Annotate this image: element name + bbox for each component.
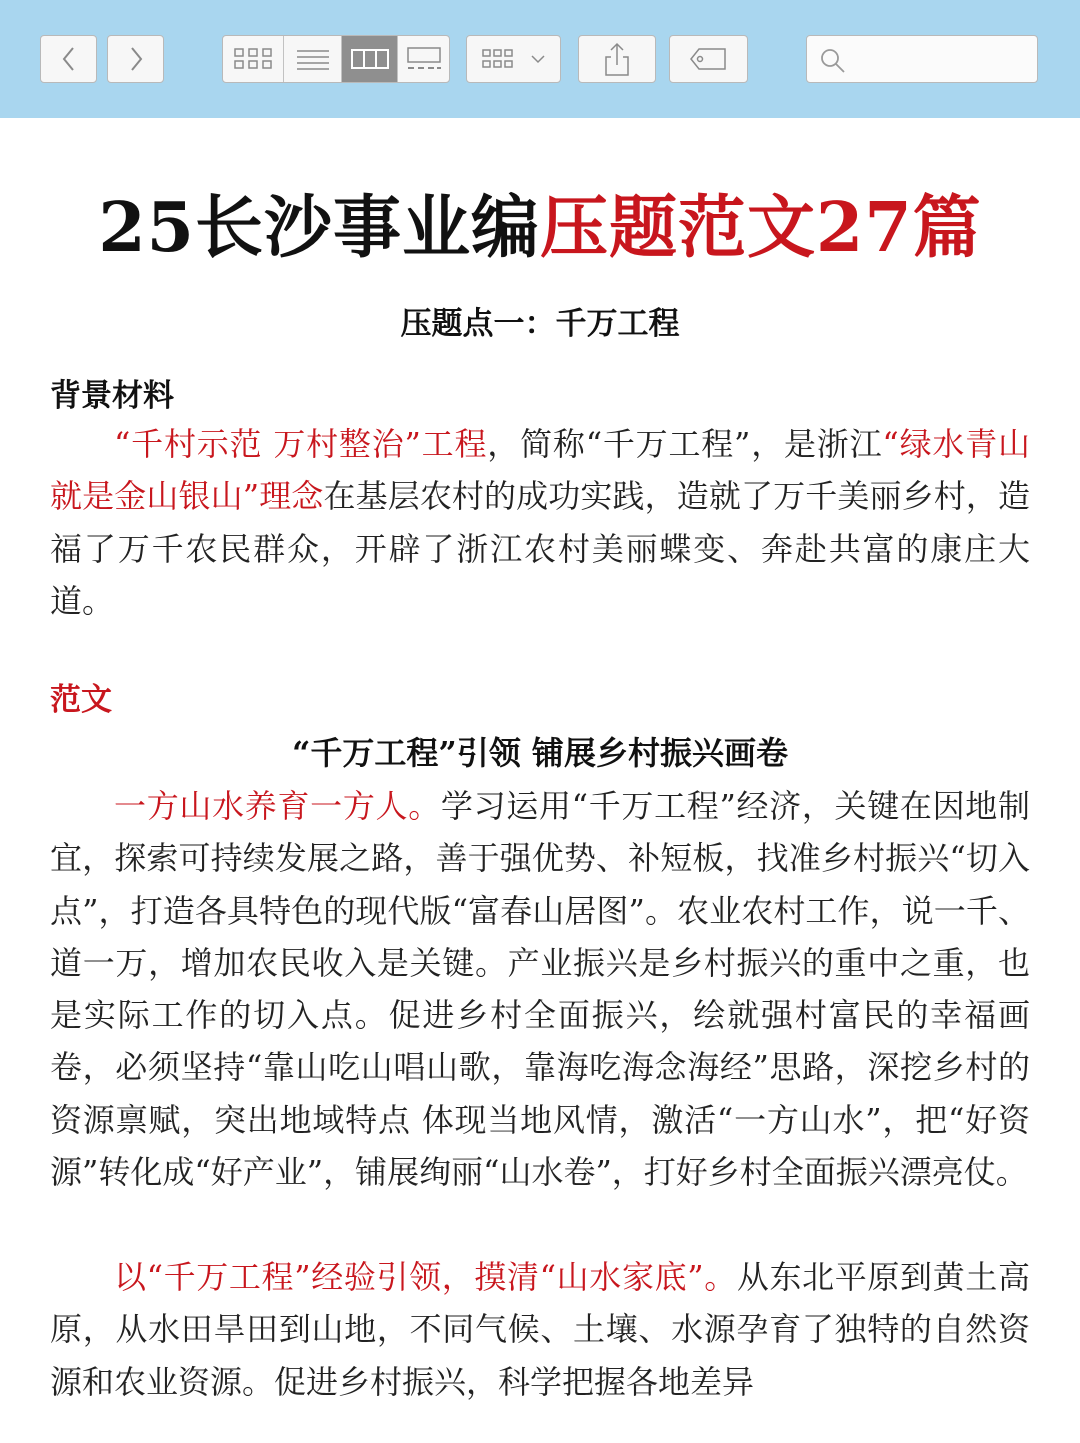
toolbar — [0, 0, 1080, 118]
background-text-1: ，简称“千万工程”，是浙江 — [487, 425, 883, 463]
page-title — [0, 174, 1080, 271]
essay-p2-text: 从东北平原到黄土高原，从水田旱田到山地，不同气候、土壤、水源孕育了独特的自然资源和农业资源。促进乡村振兴，科学把握各地差异 — [50, 1258, 1030, 1401]
point-title: 压题点一：千万工程 — [400, 306, 680, 342]
tag-icon — [689, 47, 729, 71]
list-view-icon — [295, 47, 331, 71]
view-switcher — [222, 35, 450, 83]
background-text-2: 在基层农村的成功实践，造就了万千美丽乡村，造福了万千农民群众，开辟了浙江农村美丽蝶变、奔赴共富的康庄大道。 — [50, 477, 1030, 620]
essay-p1-highlight: 一方山水养育一方人。 — [114, 787, 441, 825]
share-button[interactable] — [578, 35, 656, 83]
forward-button[interactable] — [107, 35, 164, 83]
title-red: 压题范文27篇 — [540, 188, 982, 268]
background-paragraph — [50, 418, 1030, 627]
group-by-icon — [481, 47, 521, 71]
essay-p2-highlight: 以“千万工程”经验引领，摸清“山水家底”。 — [114, 1258, 737, 1296]
gallery-view-button[interactable] — [397, 36, 449, 82]
essay-paragraph-2 — [50, 1251, 1030, 1408]
chevron-left-icon — [59, 45, 79, 73]
essay-paragraph-1 — [50, 780, 1030, 1198]
chevron-down-icon — [529, 52, 547, 66]
search-field[interactable] — [806, 35, 1038, 83]
essay-p1-text: 学习运用“千万工程”经济，关键在因地制宜，探索可持续发展之路，善于强优势、补短板，找准乡村振兴“切入点”，打造各具特色的现代版“富春山居图”。农业农村工作，说一千、道一万，增加农民收入是关键。产业振兴是乡村振兴的重中之重，也是实际工作的切入点。促进乡村全面振兴，绘就强村富民的幸福画卷，必须坚持“靠山吃山唱山歌，靠海吃海念海经”思路，深挖乡村的资源禀赋，突出地域特点 体现当地风情，激活“一方山水”，把“好资源”转化成“好产业”，铺展绚丽“山水卷”，打好乡村全面振兴漂亮仗。 — [50, 787, 1030, 1192]
search-input[interactable] — [855, 44, 1029, 76]
gallery-view-icon — [405, 46, 443, 72]
background-highlight-1: “千村示范 万村整治”工程 — [114, 425, 488, 463]
background-label: 背景材料 — [50, 378, 174, 414]
tag-button[interactable] — [669, 35, 748, 83]
search-icon — [819, 47, 847, 75]
group-by-button[interactable] — [466, 35, 561, 83]
essay-label: 范文 — [50, 682, 112, 718]
chevron-right-icon — [126, 45, 146, 73]
grid-view-icon — [233, 46, 273, 72]
grid-view-button[interactable] — [223, 36, 283, 82]
share-icon — [602, 41, 632, 77]
background-highlight-2: “绿水青山就是金山银山”理念 — [50, 425, 1030, 516]
title-black: 25长沙事业编 — [98, 188, 540, 268]
column-view-button[interactable] — [341, 36, 397, 82]
essay-title: “千万工程”引领 铺展乡村振兴画卷 — [292, 734, 788, 772]
list-view-button[interactable] — [283, 36, 341, 82]
back-button[interactable] — [40, 35, 97, 83]
column-view-icon — [351, 48, 389, 70]
